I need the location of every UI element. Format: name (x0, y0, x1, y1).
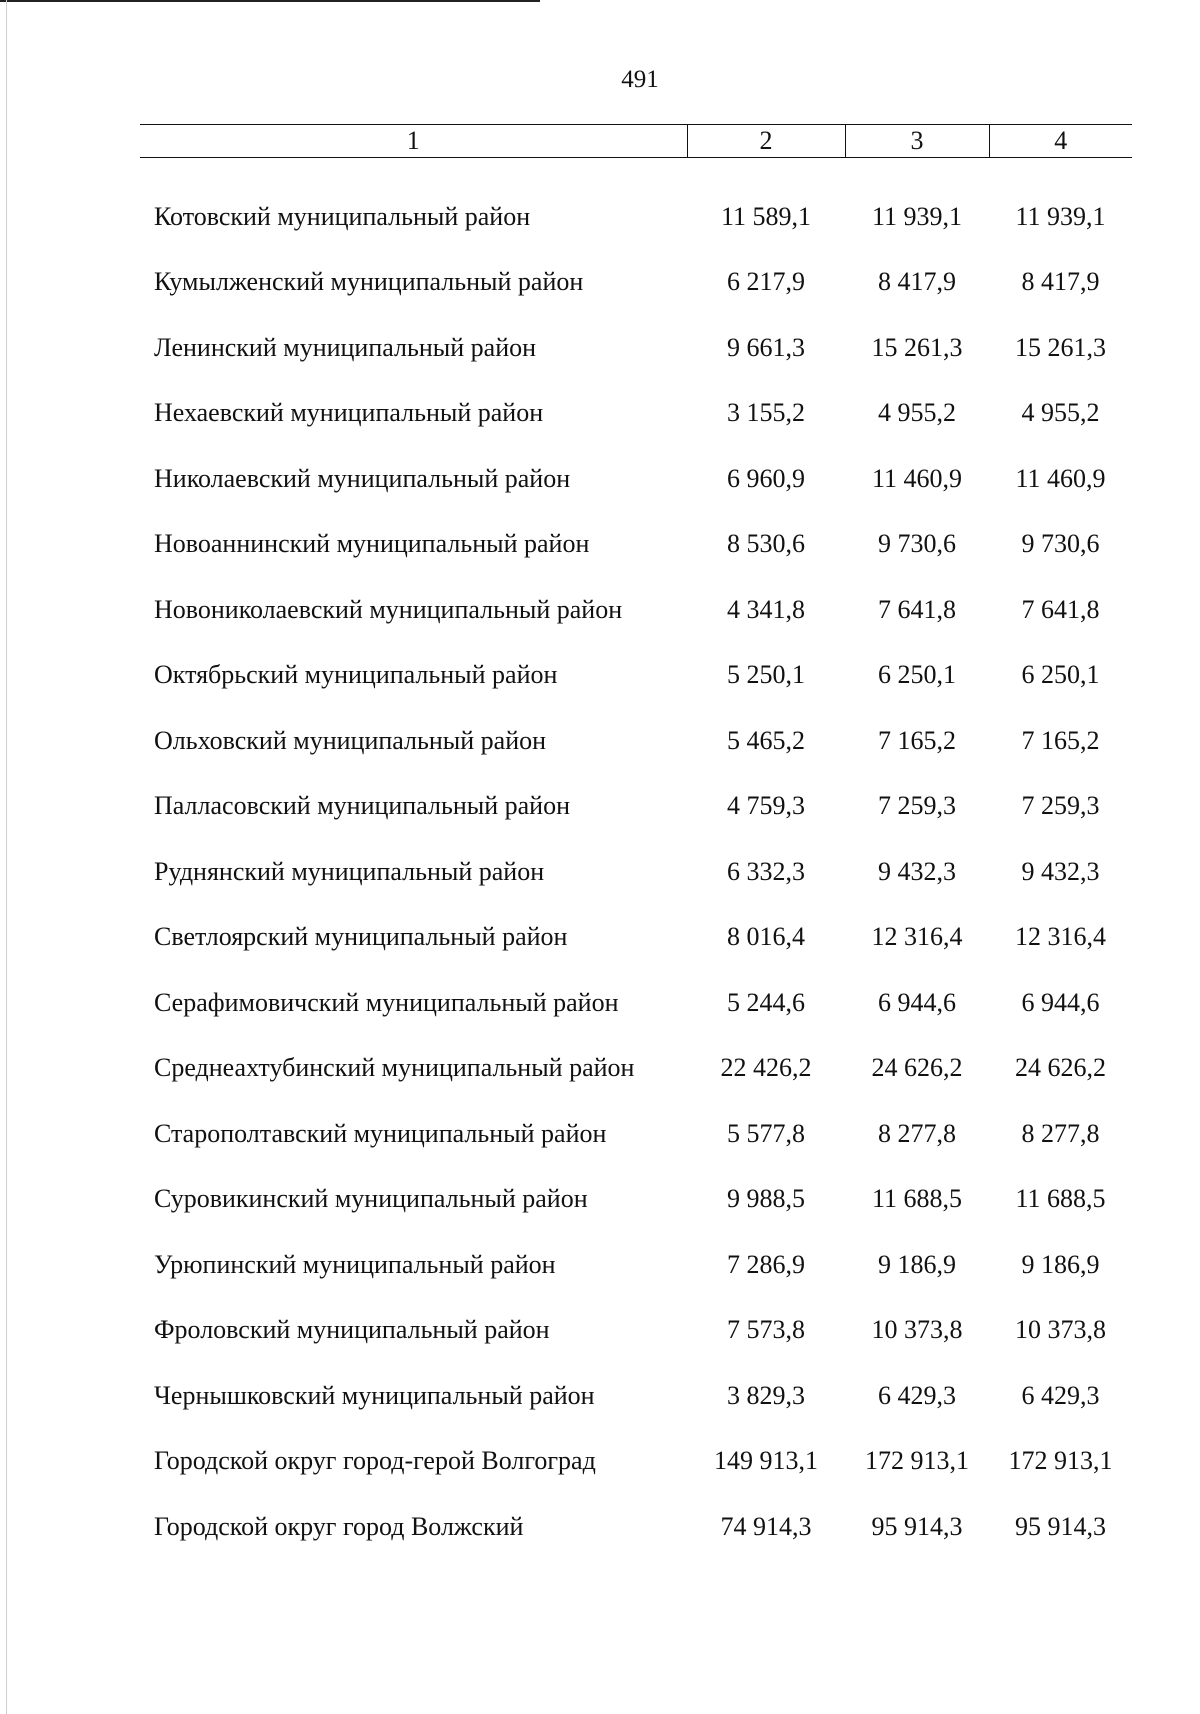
row-name: Среднеахтубинский муниципальный район (154, 1053, 635, 1083)
value-col-2: 149 913,1 (714, 1446, 818, 1476)
value-col-4: 12 316,4 (1015, 922, 1106, 952)
table-row (140, 512, 1132, 578)
row-name: Серафимовичский муниципальный район (154, 987, 619, 1017)
value-col-4: 6 944,6 (1021, 987, 1100, 1017)
value-col-2: 8 016,4 (727, 922, 805, 952)
value-col-2: 3 829,3 (727, 1380, 805, 1410)
value-col-4: 7 165,2 (1021, 725, 1100, 755)
table-row (140, 315, 1132, 381)
value-col-3: 9 432,3 (878, 856, 956, 886)
row-name: Урюпинский муниципальный район (154, 1249, 556, 1279)
table-header (140, 125, 1132, 158)
value-col-2: 8 530,6 (727, 529, 805, 559)
value-col-2: 6 217,9 (727, 267, 805, 297)
value-col-3: 12 316,4 (871, 922, 963, 952)
value-col-3: 9 730,6 (878, 529, 956, 559)
row-name: Новониколаевский муниципальный район (154, 594, 623, 624)
row-name: Палласовский муниципальный район (154, 791, 570, 821)
scan-edge-top (0, 0, 540, 2)
value-col-4: 9 186,9 (1021, 1249, 1100, 1279)
table-row (140, 184, 1132, 250)
table-row (140, 1363, 1132, 1429)
row-name: Чернышковский муниципальный район (154, 1380, 595, 1410)
column-header-2: 2 (687, 125, 845, 158)
value-col-3: 8 277,8 (878, 1118, 956, 1148)
column-header-4: 4 (989, 125, 1132, 158)
value-col-4: 8 277,8 (1021, 1118, 1100, 1148)
table-row (140, 381, 1132, 447)
value-col-3: 4 955,2 (878, 398, 956, 428)
row-name: Ольховский муниципальный район (154, 725, 547, 755)
table-row (140, 1298, 1132, 1364)
row-name: Городской округ город Волжский (154, 1511, 524, 1541)
value-col-2: 4 341,8 (727, 594, 805, 624)
value-col-4: 9 730,6 (1021, 529, 1100, 559)
value-col-4: 7 641,8 (1021, 594, 1100, 624)
value-col-3: 6 944,6 (878, 987, 956, 1017)
page-number: 491 (621, 66, 659, 93)
value-col-4: 11 460,9 (1015, 463, 1106, 493)
table-row (140, 708, 1132, 774)
header-row (140, 125, 1132, 158)
value-col-4: 6 250,1 (1021, 660, 1100, 690)
value-col-2: 3 155,2 (727, 398, 805, 428)
row-name: Светлоярский муниципальный район (154, 922, 568, 952)
value-col-2: 5 250,1 (727, 660, 805, 690)
value-col-3: 24 626,2 (871, 1053, 963, 1083)
value-col-2: 74 914,3 (720, 1511, 812, 1541)
value-col-2: 4 759,3 (727, 791, 805, 821)
column-header-3: 3 (845, 125, 989, 158)
row-name: Котовский муниципальный район (154, 201, 531, 231)
value-col-4: 172 913,1 (1008, 1446, 1113, 1476)
value-col-3: 6 250,1 (878, 660, 956, 690)
row-name: Октябрьский муниципальный район (154, 660, 558, 690)
value-col-2: 9 661,3 (727, 332, 805, 362)
value-col-3: 15 261,3 (871, 332, 963, 362)
row-name: Ленинский муниципальный район (154, 332, 537, 362)
value-col-3: 10 373,8 (871, 1315, 963, 1345)
table-row (140, 905, 1132, 971)
value-col-3: 11 460,9 (871, 463, 963, 493)
value-col-4: 24 626,2 (1015, 1053, 1106, 1083)
table-row (140, 1036, 1132, 1102)
table-body (140, 184, 1132, 1560)
table-row (140, 1429, 1132, 1495)
value-col-2: 7 573,8 (727, 1315, 805, 1345)
spacer-row (140, 158, 1132, 185)
table-row (140, 446, 1132, 512)
value-col-3: 11 688,5 (871, 1184, 963, 1214)
value-col-4: 7 259,3 (1021, 791, 1100, 821)
value-col-2: 22 426,2 (720, 1053, 812, 1083)
scan-edge-left (6, 0, 7, 1714)
table-row (140, 577, 1132, 643)
budget-table (140, 124, 1132, 1560)
value-col-3: 7 259,3 (878, 791, 956, 821)
value-col-2: 5 244,6 (727, 987, 805, 1017)
row-name: Новоаннинский муниципальный район (154, 529, 590, 559)
value-col-3: 95 914,3 (871, 1511, 963, 1541)
value-col-4: 11 688,5 (1015, 1184, 1106, 1214)
value-col-2: 6 332,3 (727, 856, 805, 886)
value-col-3: 8 417,9 (878, 267, 956, 297)
table-row (140, 1494, 1132, 1560)
row-name: Николаевский муниципальный район (154, 463, 571, 493)
row-name: Городской округ город-герой Волгоград (154, 1446, 596, 1476)
value-col-3: 11 939,1 (871, 201, 963, 231)
row-name: Нехаевский муниципальный район (154, 398, 544, 428)
table-row (140, 643, 1132, 709)
value-col-2: 5 465,2 (727, 725, 805, 755)
value-col-4: 8 417,9 (1021, 267, 1100, 297)
value-col-4: 4 955,2 (1021, 398, 1100, 428)
value-col-3: 7 641,8 (878, 594, 956, 624)
value-col-4: 15 261,3 (1015, 332, 1106, 362)
table-row (140, 1232, 1132, 1298)
table-spacer (140, 158, 1132, 185)
value-col-2: 11 589,1 (720, 201, 812, 231)
value-col-2: 7 286,9 (727, 1249, 805, 1279)
row-name: Кумылженский муниципальный район (154, 267, 584, 297)
row-name: Руднянский муниципальный район (154, 856, 545, 886)
table-row (140, 1167, 1132, 1233)
table-row (140, 774, 1132, 840)
row-name: Старополтавский муниципальный район (154, 1118, 607, 1148)
value-col-2: 9 988,5 (727, 1184, 805, 1214)
table-row (140, 1101, 1132, 1167)
row-name: Суровикинский муниципальный район (154, 1184, 588, 1214)
value-col-3: 6 429,3 (878, 1380, 956, 1410)
value-col-3: 172 913,1 (865, 1446, 969, 1476)
row-name: Фроловский муниципальный район (154, 1315, 550, 1345)
table-row (140, 839, 1132, 905)
value-col-4: 95 914,3 (1015, 1511, 1106, 1541)
table-row (140, 250, 1132, 316)
value-col-3: 9 186,9 (878, 1249, 956, 1279)
table-row (140, 970, 1132, 1036)
column-header-1: 1 (140, 125, 687, 158)
value-col-2: 5 577,8 (727, 1118, 805, 1148)
spacer-cell (140, 158, 1132, 185)
value-col-4: 9 432,3 (1021, 856, 1100, 886)
value-col-4: 6 429,3 (1021, 1380, 1100, 1410)
value-col-3: 7 165,2 (878, 725, 956, 755)
value-col-4: 10 373,8 (1015, 1315, 1106, 1345)
value-col-2: 6 960,9 (727, 463, 805, 493)
value-col-4: 11 939,1 (1015, 201, 1106, 231)
